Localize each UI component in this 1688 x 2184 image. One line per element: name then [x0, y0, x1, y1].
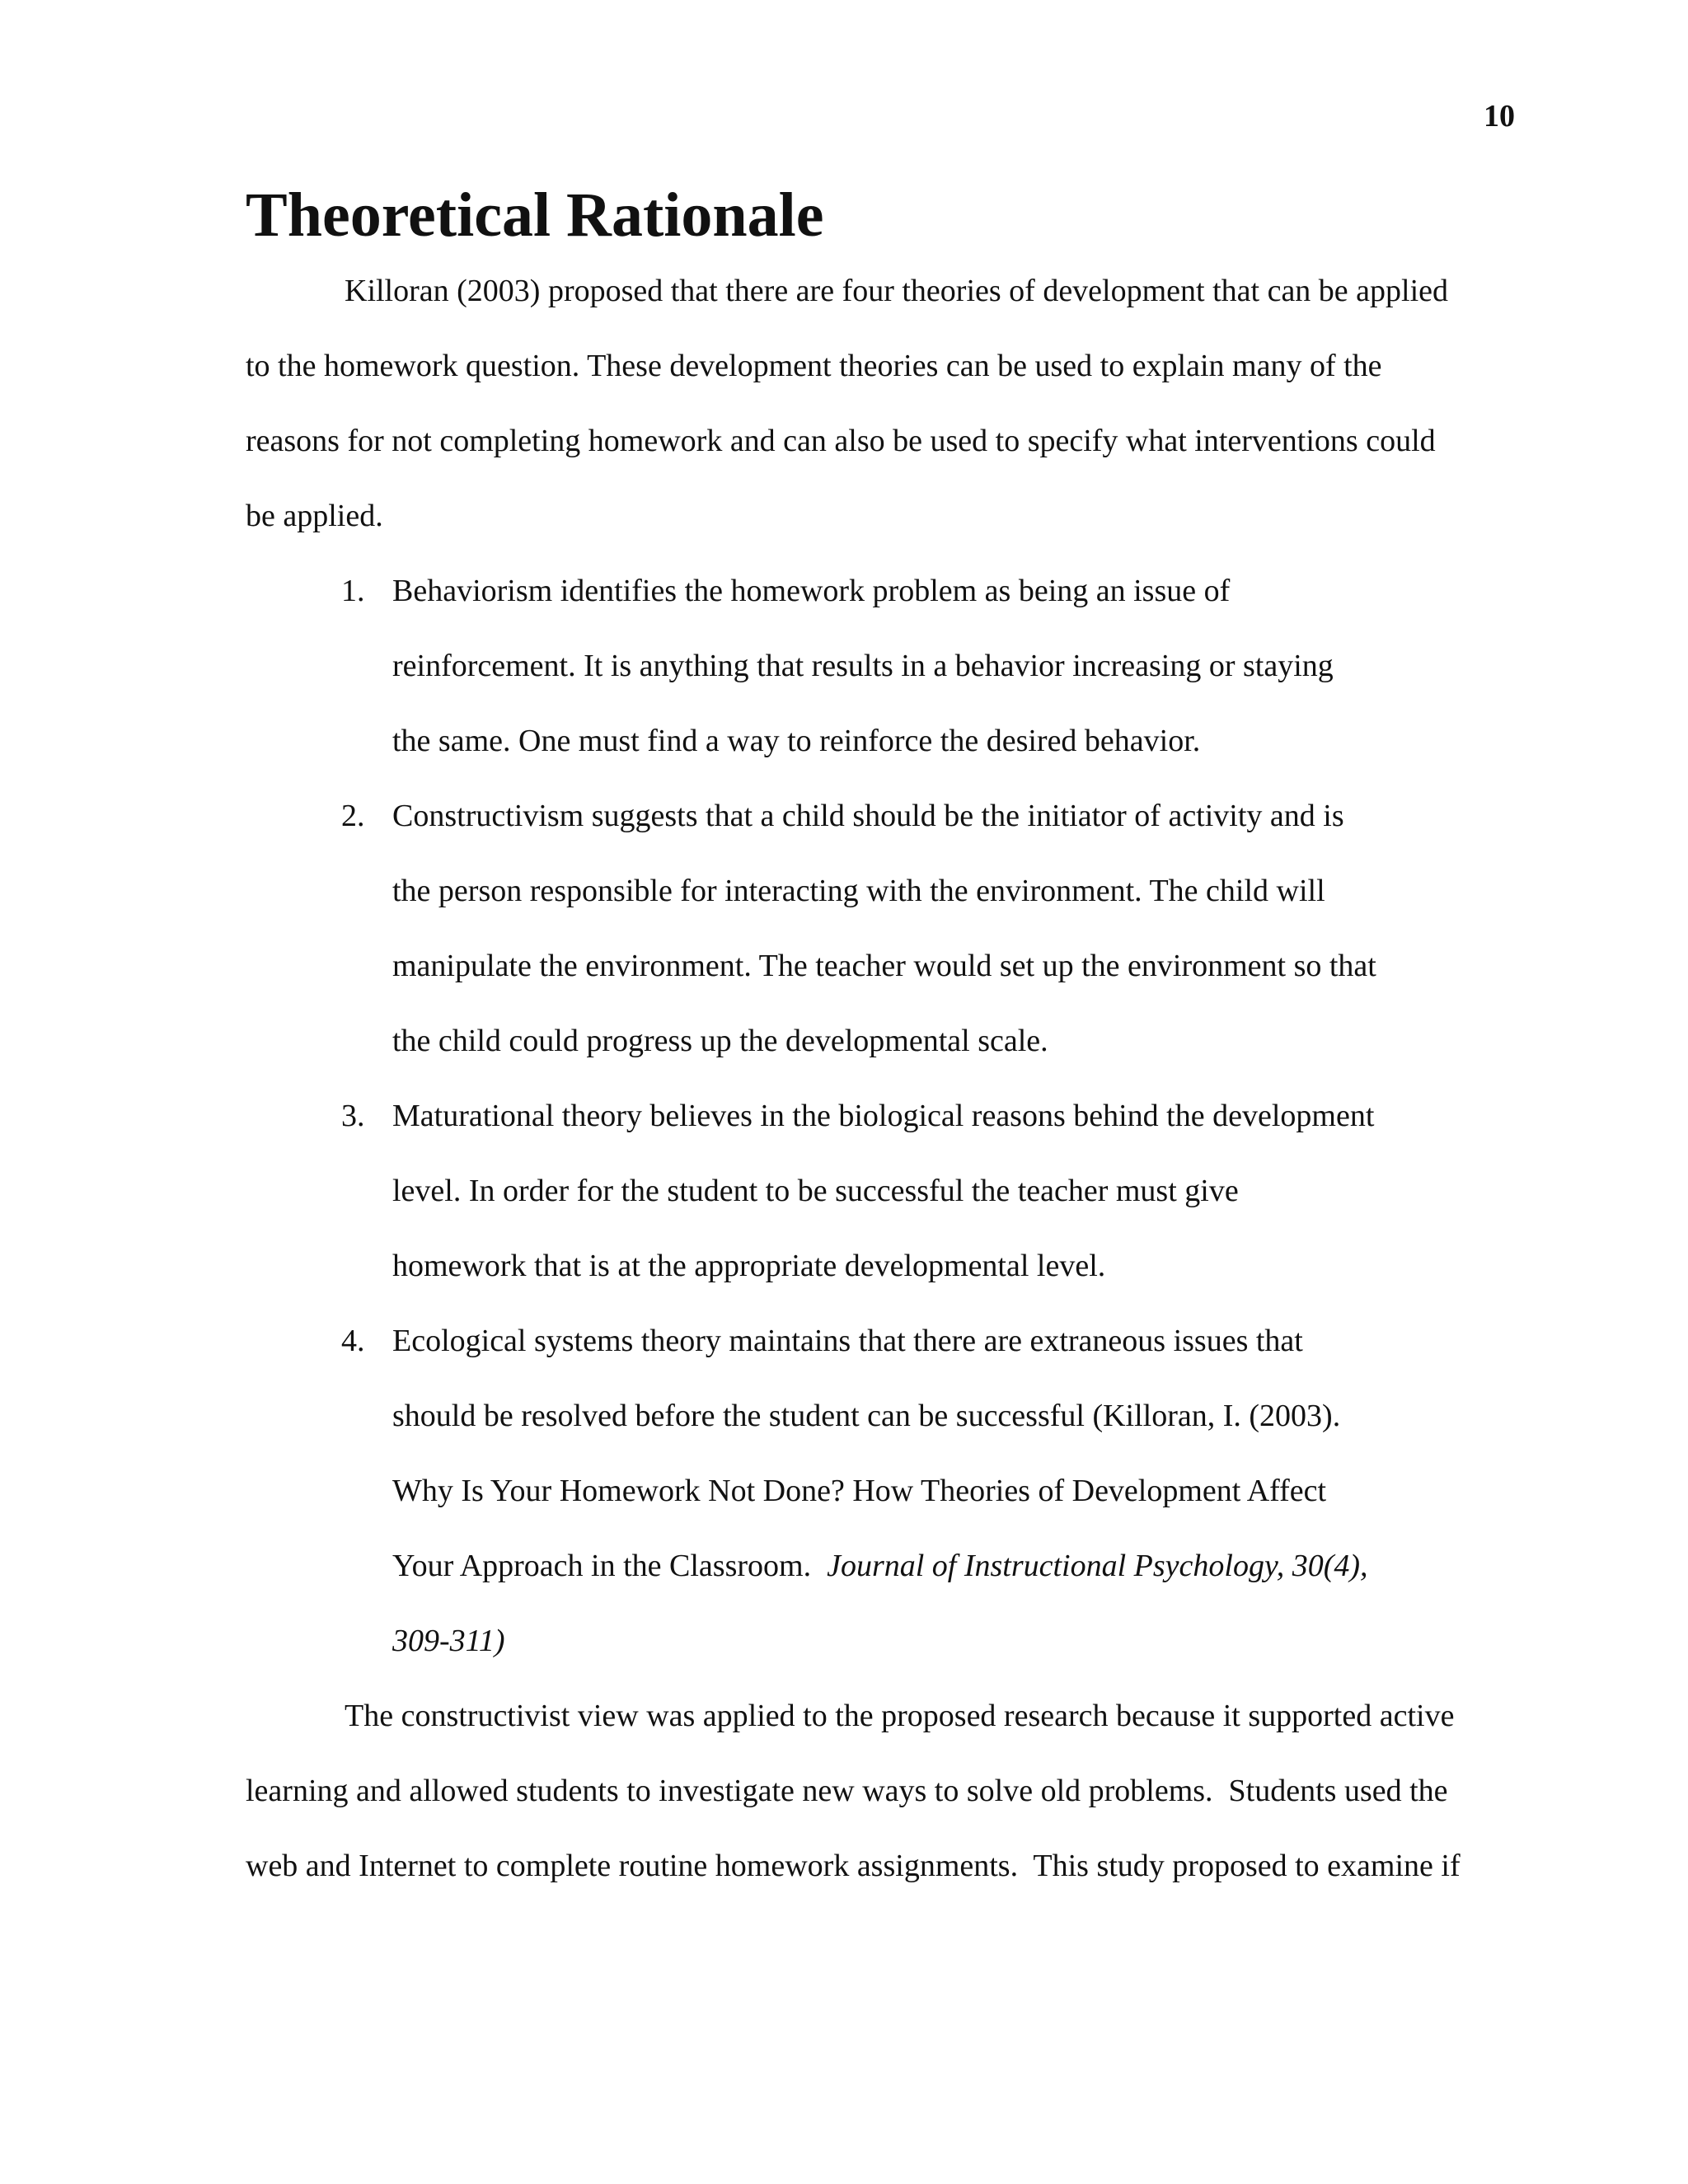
theory-line: Constructivism suggests that a child should be the initiator of activity and is	[392, 799, 1344, 833]
list-number: 3.	[341, 1099, 365, 1133]
theory-line: Maturational theory believes in the biological reasons behind the development	[392, 1099, 1375, 1133]
intro-paragraph	[246, 254, 1531, 554]
citation-line	[392, 1529, 1531, 1604]
citation-journal: Journal of Instructional Psychology, 30(4),	[827, 1549, 1368, 1583]
conclusion-line: learning and allowed students to investigate new ways to solve old problems. Students used the	[246, 1774, 1448, 1808]
theory-line: manipulate the environment. The teacher would set up the environment so that	[392, 949, 1376, 983]
theory-item-maturational	[246, 1079, 1531, 1304]
section-heading: Theoretical Rationale	[246, 180, 824, 250]
theory-line: the child could progress up the developmental scale.	[392, 1024, 1048, 1058]
intro-line: be applied.	[246, 499, 383, 533]
theory-line: the person responsible for interacting with the environment. The child will	[392, 874, 1325, 908]
theory-line: the same. One must find a way to reinforce the desired behavior.	[392, 724, 1201, 758]
theory-line: homework that is at the appropriate developmental level.	[392, 1249, 1106, 1283]
list-number: 4.	[341, 1324, 365, 1358]
theory-line: Why Is Your Homework Not Done? How Theories of Development Affect	[392, 1474, 1327, 1508]
list-number: 2.	[341, 799, 365, 833]
page-number: 10	[1484, 99, 1515, 134]
conclusion-line: web and Internet to complete routine homework assignments. This study proposed to examine if	[246, 1849, 1461, 1883]
theory-item-constructivism	[246, 779, 1531, 1079]
intro-line: reasons for not completing homework and can also be used to specify what interventions could	[246, 424, 1436, 458]
list-number: 1.	[341, 574, 365, 608]
conclusion-paragraph	[246, 1679, 1531, 1904]
theory-line: level. In order for the student to be successful the teacher must give	[392, 1174, 1239, 1208]
theories-list	[246, 554, 1531, 1679]
conclusion-line: The constructivist view was applied to the proposed research because it supported active	[345, 1699, 1455, 1733]
intro-line: Killoran (2003) proposed that there are four theories of development that can be applied	[345, 274, 1449, 308]
citation-title: Your Approach in the Classroom.	[392, 1549, 828, 1583]
theory-item-behaviorism	[246, 554, 1531, 779]
intro-line: to the homework question. These development theories can be used to explain many of the	[246, 349, 1382, 383]
page-content	[246, 180, 1531, 1904]
theory-line: should be resolved before the student can be successful (Killoran, I. (2003).	[392, 1399, 1341, 1433]
theory-line: Ecological systems theory maintains that there are extraneous issues that	[392, 1324, 1303, 1358]
theory-line: reinforcement. It is anything that results in a behavior increasing or staying	[392, 649, 1334, 683]
citation-pages: 309-311)	[392, 1624, 505, 1658]
theory-line: Behaviorism identifies the homework problem as being an issue of	[392, 574, 1231, 608]
theory-item-ecological	[246, 1304, 1531, 1679]
